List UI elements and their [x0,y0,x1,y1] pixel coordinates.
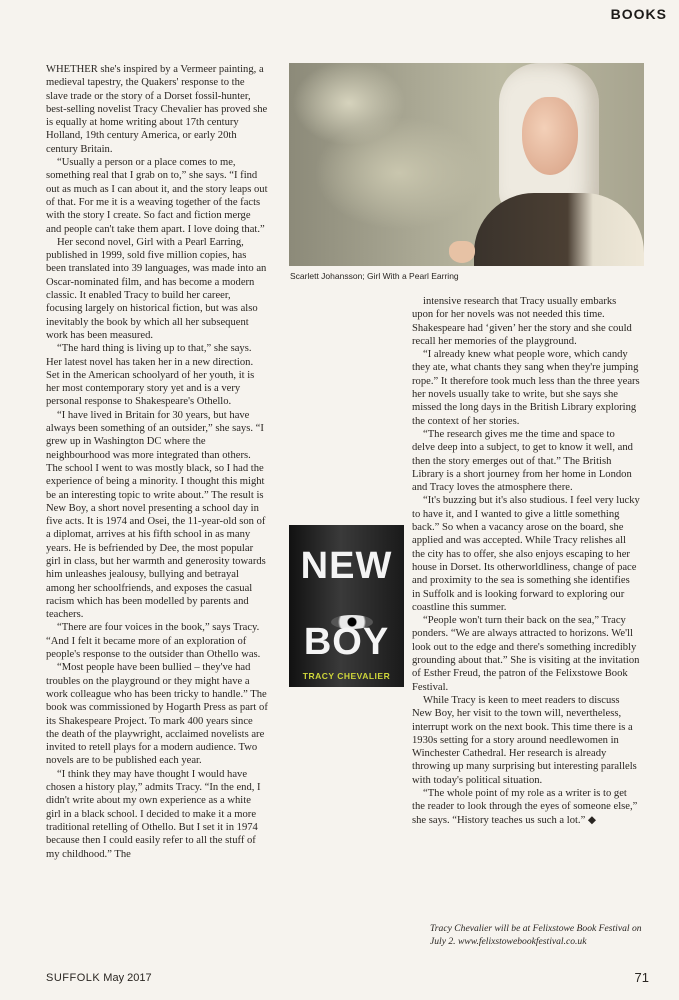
article-paragraph: WHETHER she's inspired by a Vermeer painting, a medieval tapestry, the Quakers' response to the slave trade or the story of a Dorset fossil-hunter, best-selling novelist Tracy Chevalier has proved she is equally at home writing about 17th century Holland, 19th century America, or early 20th century Britain. [46,64,268,155]
article-paragraph: “I have lived in Britain for 30 years, but have always been something of an outsider,” she says. “I grew up in Washington DC where the neighbourhood was more integrated than others. The school I went to was mostly black, so I had the experience of being a minority. I thought this might be an interesting topic to write about.” The result is New Boy, a short novel presenting a school day in five acts. It is 1974 and Osei, the 11-year-old son of a diplomat, arrives at his fifth school in as many years. He is befriended by Dee, the most popular girl in class, but her warmth and generosity towards him unleashes jealousy, bullying and betrayal among her schoolfriends, and exposes the casual racism which has been modelled by parents and teachers. [46,409,266,621]
photo-caption: Scarlett Johansson; Girl With a Pearl Earring [290,271,459,281]
article-paragraph: intensive research that Tracy usually embarks upon for her novels was not needed this time. Shakespeare had ‘given’ her the story and she could recall her memories of the playground. [412,296,632,347]
book-cover-title-line2: BOY [303,621,390,663]
article-column-right [412,295,640,827]
footer-issue-date: May 2017 [103,972,152,984]
photo-face [522,97,578,175]
article-paragraph: “It's buzzing but it's also studious. I feel very lucky to have it, and I wanted to give a little something back.” So when a vacancy arose on the board, she applied and was accepted. While Tracy relishes all the city has to offer, she also enjoys escaping to her house in Dorset. Its otherworldliness, change of pace and proximity to the sea is something she identifies in Suffolk and is looking forward to exploring our coastline this summer. [412,495,640,613]
photo-shoulder [474,193,644,266]
article-paragraph: “People won't turn their back on the sea,” Tracy ponders. “We are always attracted to horizons. We'll look out to the edge and there's something incredibly grounding about that.” She is visiting at the invitation of Esther Freud, the patron of the Felixstowe Book Festival. [412,615,640,693]
article-column-left [46,63,268,861]
book-cover-image [289,525,404,687]
article-paragraph: “Most people have been bullied – they've had troubles on the playground or they might have a work colleague who has been tricky to handle.” The book was commissioned by Hogarth Press as part of its Shakespeare Project. To mark 400 years since the death of the playwright, acclaimed novelists are invited to retell plays for a modern audience. Two novels are to be published each year. [46,662,268,767]
footer-masthead [46,972,152,984]
article-paragraph: “The hard thing is living up to that,” she says. Her latest novel has taken her in a new direction. Set in the American schoolyard of her youth, it is her most contemporary story yet and is a very personal response to Shakespeare's Othello. [46,343,255,408]
photo-hand [449,241,475,263]
article-paragraph: “Usually a person or a place comes to me, something real that I grab on to,” she says. “I find out as much as I can about it, and the story leaps out of that. For me it is a weaving together of the facts with the story I create. So fact and fiction merge and people can't take them apart. I love doing that.” [46,157,268,235]
article-paragraph: “The whole point of my role as a writer is to get the reader to look through the eyes of someone else,” she says. “History teaches us such a lot.” ◆ [412,787,638,826]
footer-magazine-name: SUFFOLK [46,972,101,984]
article-paragraph: While Tracy is keen to meet readers to discuss New Boy, her visit to the town will, nevertheless, interrupt work on the next book. This time there is a 1930s setting for a story around needlewomen in Winchester Cathedral. Her research is already throwing up many surprising but interesting parallels with today's political situation. [412,694,637,786]
section-label: BOOKS [610,6,667,22]
article-paragraph: “I already knew what people wore, which candy they ate, what chants they sang when they're jumping rope.” It therefore took much less than the three years her novels usually take to write, but she says she missed the long days in the British Library exploring the context of her stories. [412,349,640,427]
page-number: 71 [634,970,649,985]
article-paragraph: “There are four voices in the book,” says Tracy. “And I felt it became more of an exploration of people's response to the outsider than Othello was. [46,622,261,661]
article-paragraph: Her second novel, Girl with a Pearl Earring, published in 1999, sold five million copies, has been translated into 39 languages, was made into an Oscar-nominated film, and has become a modern classic. It enabled Tracy to build her career, focusing largely on historical fiction, but was also inevitably the book by which all her subsequent work has been measured. [46,236,267,341]
book-cover-author: TRACY CHEVALIER [302,671,391,681]
film-still-photo [289,63,644,266]
book-cover-title-line1: NEW [300,545,393,587]
event-footnote: Tracy Chevalier will be at Felixstowe Book Festival on July 2. www.felixstowebookfestival.co.uk [430,923,642,947]
article-paragraph: “I think they may have thought I would have chosen a history play,” admits Tracy. “In the end, I didn't write about my own experience as a white girl in a black school. I decided to make it a more traditional retelling of Othello. But I set it in 1974 because then I could easily refer to all the stuff of my childhood.” The [46,768,261,860]
article-paragraph: “The research gives me the time and space to delve deep into a subject, to get to know it well, and then the story emerges out of that.” The British Library is a short journey from her home in London and Tracy loves the atmosphere there. [412,428,633,494]
